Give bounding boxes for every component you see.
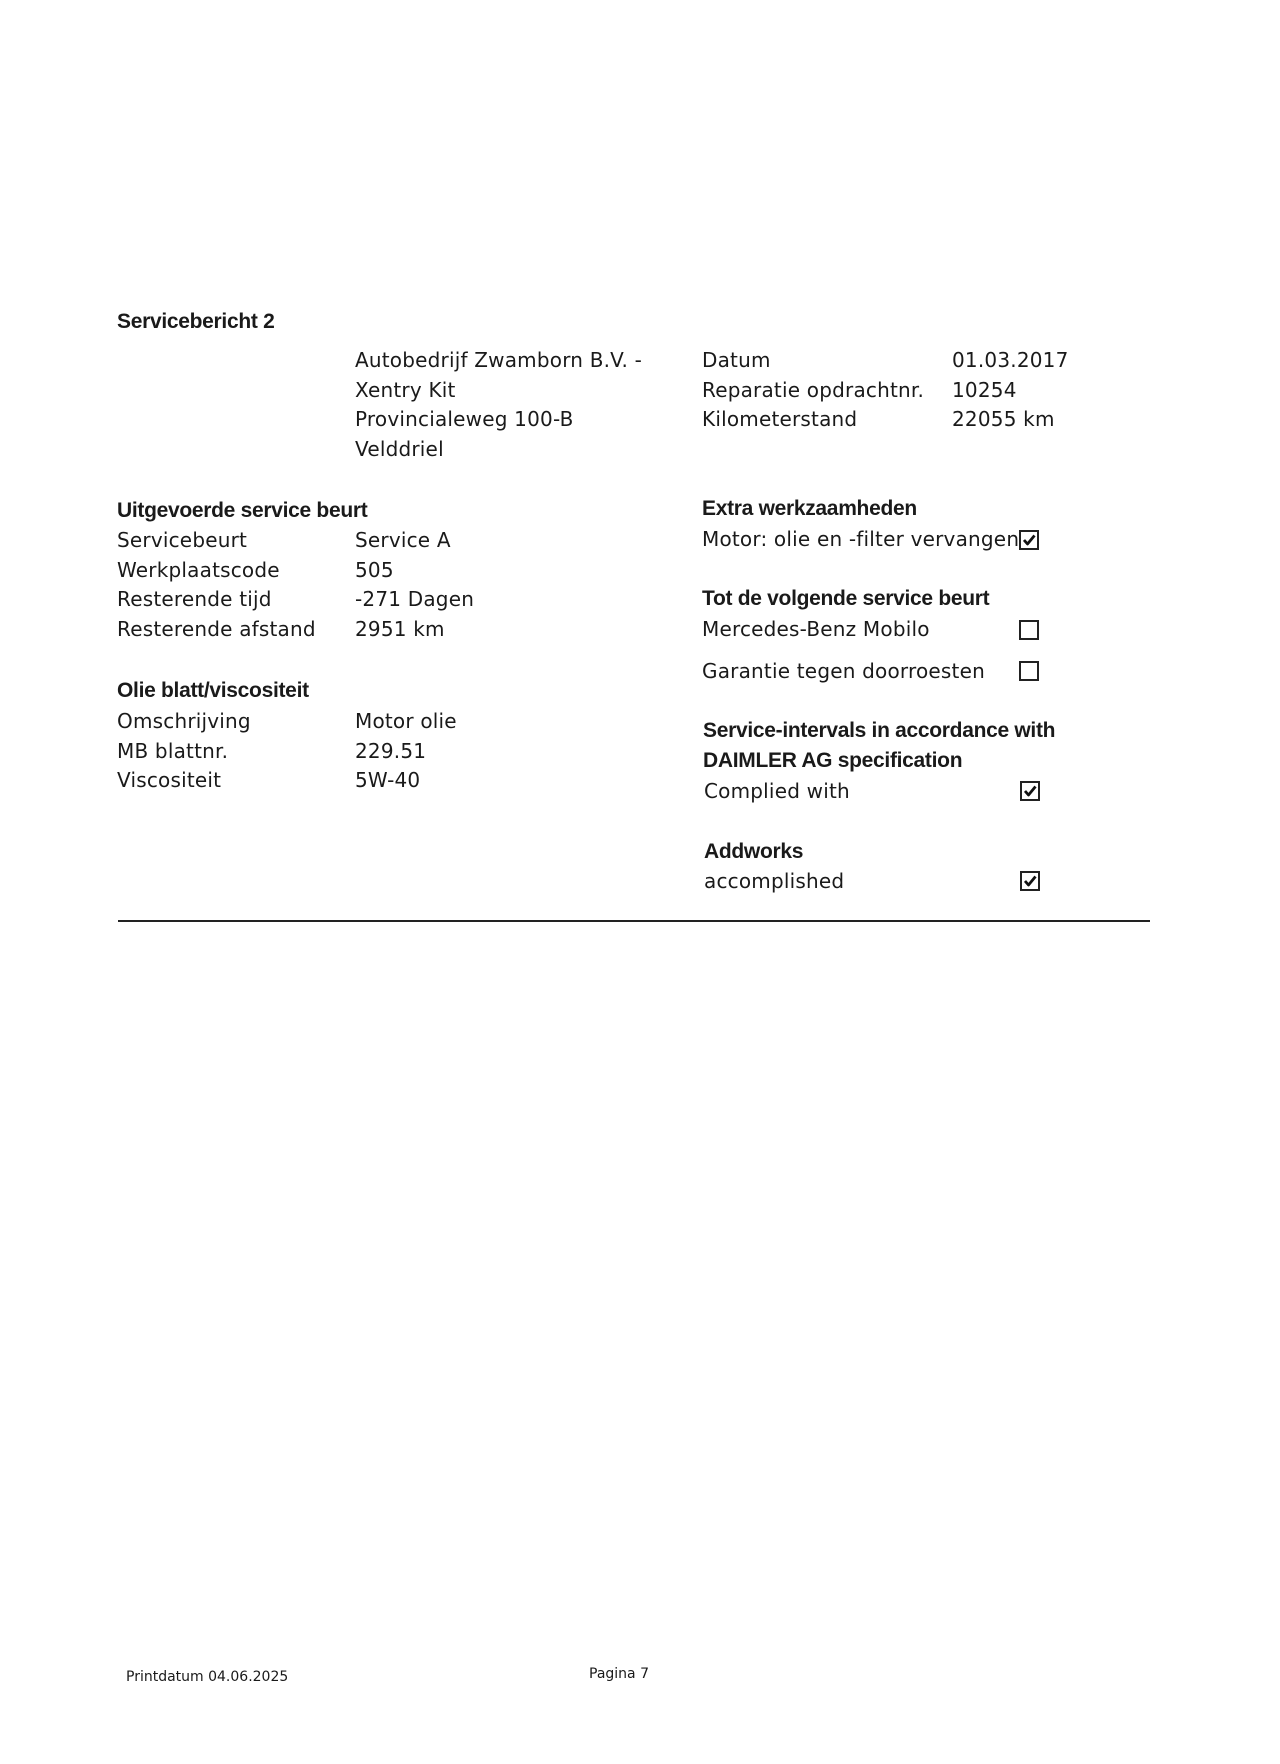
service-value: 505	[355, 557, 394, 582]
service-row	[117, 585, 474, 615]
next-service-label: Garantie tegen doorroesten	[702, 659, 985, 683]
service-value: 2951 km	[355, 616, 445, 641]
service-heading: Uitgevoerde service beurt	[117, 499, 368, 522]
dealer-line: Autobedrijf Zwamborn B.V. -	[355, 348, 643, 372]
order-info-row	[702, 405, 1069, 435]
service-label: Resterende afstand	[117, 616, 316, 641]
service-label: Resterende tijd	[117, 587, 272, 611]
dealer-address	[355, 346, 642, 464]
order-info-value: 01.03.2017	[952, 348, 1069, 372]
oil-row	[117, 766, 457, 796]
extra-work-heading: Extra werkzaamheden	[702, 497, 917, 520]
section-divider	[118, 920, 1150, 922]
order-info-row	[702, 346, 1069, 376]
accomplished-checkbox[interactable]	[1020, 871, 1040, 891]
extra-work-checkbox[interactable]	[1019, 530, 1039, 550]
intervals-heading-line2: DAIMLER AG specification	[703, 749, 963, 772]
addworks-heading: Addworks	[704, 840, 804, 863]
oil-row	[117, 737, 457, 767]
oil-label: Omschrijving	[117, 709, 251, 733]
service-row	[117, 615, 474, 645]
complied-checkbox[interactable]	[1020, 781, 1040, 801]
dealer-line: Velddriel	[355, 436, 444, 461]
service-label: Werkplaatscode	[117, 557, 280, 582]
oil-table	[117, 707, 457, 796]
order-info-label: Reparatie opdrachtnr.	[702, 377, 925, 402]
service-value: Service A	[355, 528, 451, 552]
page-number: Pagina 7	[589, 1666, 649, 1682]
service-row	[117, 526, 474, 556]
service-value: -271 Dagen	[355, 587, 475, 611]
order-info	[702, 346, 1069, 435]
extra-work-label: Motor: olie en -filter vervangen	[702, 527, 1020, 551]
checkmark-icon	[1023, 784, 1037, 798]
oil-row	[117, 707, 457, 737]
mobilo-checkbox[interactable]	[1019, 620, 1039, 640]
checkmark-icon	[1022, 533, 1036, 547]
service-table	[117, 526, 474, 644]
intervals-label: Complied with	[704, 779, 850, 803]
order-info-row	[702, 376, 1069, 406]
order-info-label: Datum	[702, 348, 771, 372]
oil-value: 5W-40	[355, 768, 421, 792]
next-service-heading: Tot de volgende service beurt	[702, 587, 990, 610]
order-info-label: Kilometerstand	[702, 407, 858, 431]
checkmark-icon	[1023, 874, 1037, 888]
report-title: Servicebericht 2	[117, 310, 275, 333]
oil-label: Viscositeit	[117, 768, 222, 792]
rust-guarantee-checkbox[interactable]	[1019, 661, 1039, 681]
order-info-value: 22055 km	[952, 407, 1055, 431]
dealer-line: Xentry Kit	[355, 377, 456, 402]
print-date: Printdatum 04.06.2025	[126, 1669, 289, 1685]
order-info-value: 10254	[952, 377, 1017, 402]
dealer-line: Provincialeweg 100-B	[355, 407, 574, 431]
addworks-label: accomplished	[704, 869, 845, 893]
intervals-heading-line1: Service-intervals in accordance with	[703, 719, 1056, 742]
service-row	[117, 556, 474, 586]
oil-heading: Olie blatt/viscositeit	[117, 679, 309, 702]
service-label: Servicebeurt	[117, 528, 248, 552]
oil-label: MB blattnr.	[117, 738, 229, 763]
oil-value: Motor olie	[355, 709, 457, 733]
next-service-label: Mercedes-Benz Mobilo	[702, 617, 930, 641]
oil-value: 229.51	[355, 738, 427, 763]
